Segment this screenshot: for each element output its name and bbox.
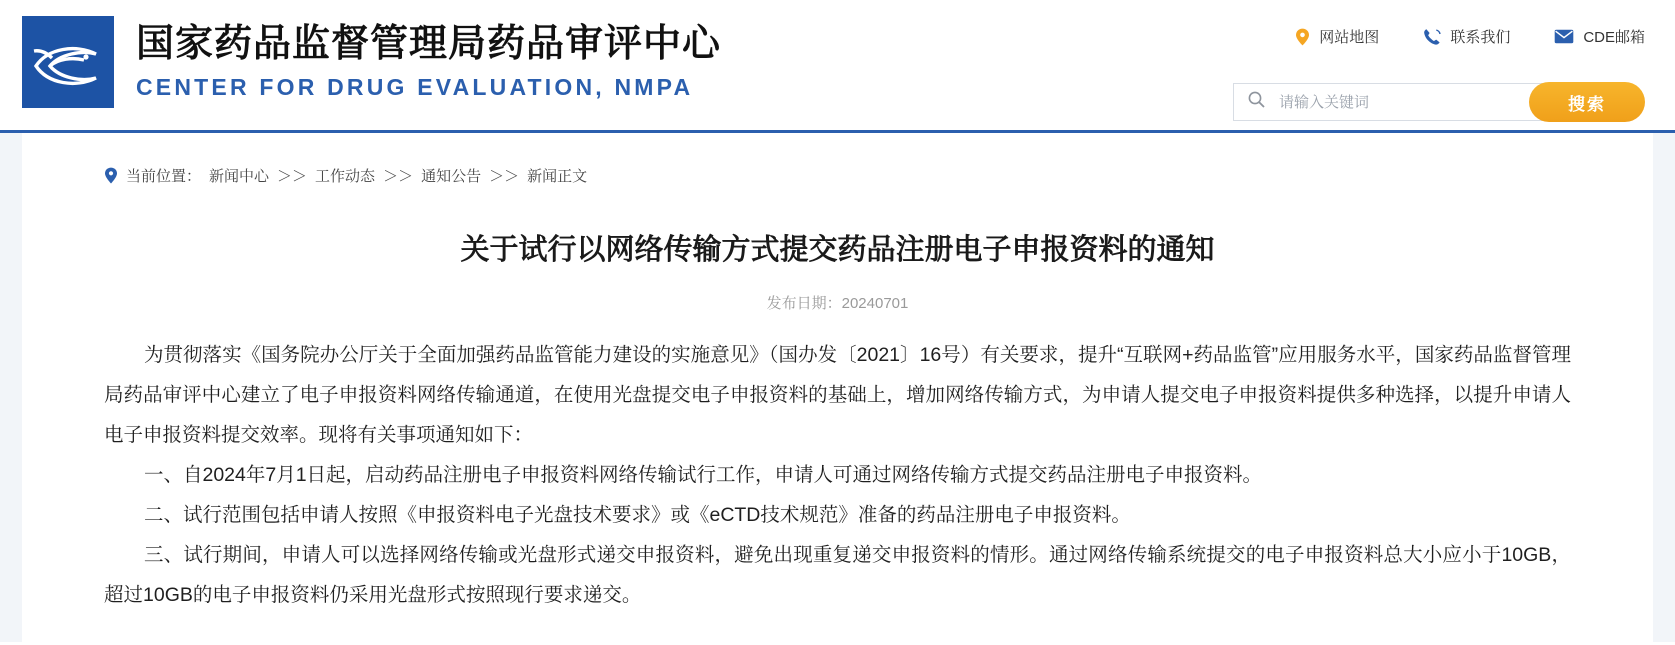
- location-pin-icon: [104, 167, 118, 184]
- page-title: 关于试行以网络传输方式提交药品注册电子申报资料的通知: [460, 234, 1215, 266]
- map-pin-icon: [1295, 28, 1310, 46]
- top-link-contact-label: 联系我们: [1450, 29, 1511, 46]
- article-paragraph: 二、试行范围包括申请人按照《申报资料电子光盘技术要求》或《eCTD技术规范》准备的药品注册电子申报资料。: [143, 504, 1131, 526]
- breadcrumb-separator: ＞＞: [383, 168, 414, 185]
- right-rail: [1653, 133, 1675, 642]
- top-link-sitemap[interactable]: [1295, 26, 1379, 47]
- article-paragraph: 为贯彻落实《国务院办公厅关于全面加强药品监管能力建设的实施意见》（国办发〔2021〕16号）有关要求，提升“互联网+药品监管”应用服务水平，国家药品监督管理局药品审评中心建立了电子申报资料网络传输通道，在使用光盘提交电子申报资料的基础上，增加网络传输方式，为申请人提交电子申报资料提供多种选择，以提升申请人电子申报资料提交效率。现将有关事项通知如下：: [104, 344, 1571, 446]
- top-link-contact[interactable]: [1423, 26, 1510, 47]
- breadcrumb-item-announcements[interactable]: 通知公告: [421, 168, 482, 185]
- article-body: [104, 335, 1571, 615]
- left-rail: [0, 133, 22, 642]
- article-paragraph: 一、自2024年7月1日起，启动药品注册电子申报资料网络传输试行工作，申请人可通过网络传输方式提交药品注册电子申报资料。: [143, 464, 1263, 486]
- brand-text: [136, 16, 721, 104]
- breadcrumb-item-news-center[interactable]: 新闻中心: [209, 168, 270, 185]
- top-link-mail-label: CDE邮箱: [1583, 29, 1645, 46]
- top-link-mail[interactable]: [1554, 26, 1645, 47]
- brand-title-cn: 国家药品监督管理局药品审评中心: [136, 23, 722, 65]
- site-header: [0, 0, 1675, 133]
- header-utility-links: [1295, 26, 1645, 47]
- breadcrumb-item-work-updates[interactable]: 工作动态: [315, 168, 376, 185]
- fish-emblem-logo: [22, 16, 114, 108]
- search-input[interactable]: [1277, 93, 1539, 112]
- phone-icon: [1423, 28, 1441, 46]
- breadcrumb-item-article: 新闻正文: [527, 168, 588, 185]
- mail-icon: [1554, 29, 1574, 44]
- search-box[interactable]: [1233, 83, 1553, 121]
- content-column: [22, 133, 1653, 642]
- brand-title-en: CENTER FOR DRUG EVALUATION, NMPA: [136, 74, 694, 100]
- article-paragraph: 三、试行期间，申请人可以选择网络传输或光盘形式递交申报资料，避免出现重复递交申报资料的情形。通过网络传输系统提交的电子申报资料总大小应小于10GB，超过10GB的电子申报资料仍采用光盘形式按照现行要求递交。: [104, 544, 1571, 606]
- page-body: [0, 133, 1675, 642]
- top-link-sitemap-label: 网站地图: [1319, 29, 1380, 46]
- article: [22, 230, 1653, 615]
- breadcrumb-separator: ＞＞: [277, 168, 308, 185]
- publish-date: 发布日期：20240701: [766, 295, 909, 312]
- brand-block[interactable]: [22, 16, 721, 108]
- breadcrumb: [22, 133, 1653, 186]
- search-button[interactable]: 搜索: [1529, 82, 1645, 122]
- search-icon: [1248, 91, 1265, 113]
- breadcrumb-prefix: 当前位置：: [126, 168, 202, 185]
- search-area: [1233, 82, 1645, 122]
- breadcrumb-separator: ＞＞: [489, 168, 520, 185]
